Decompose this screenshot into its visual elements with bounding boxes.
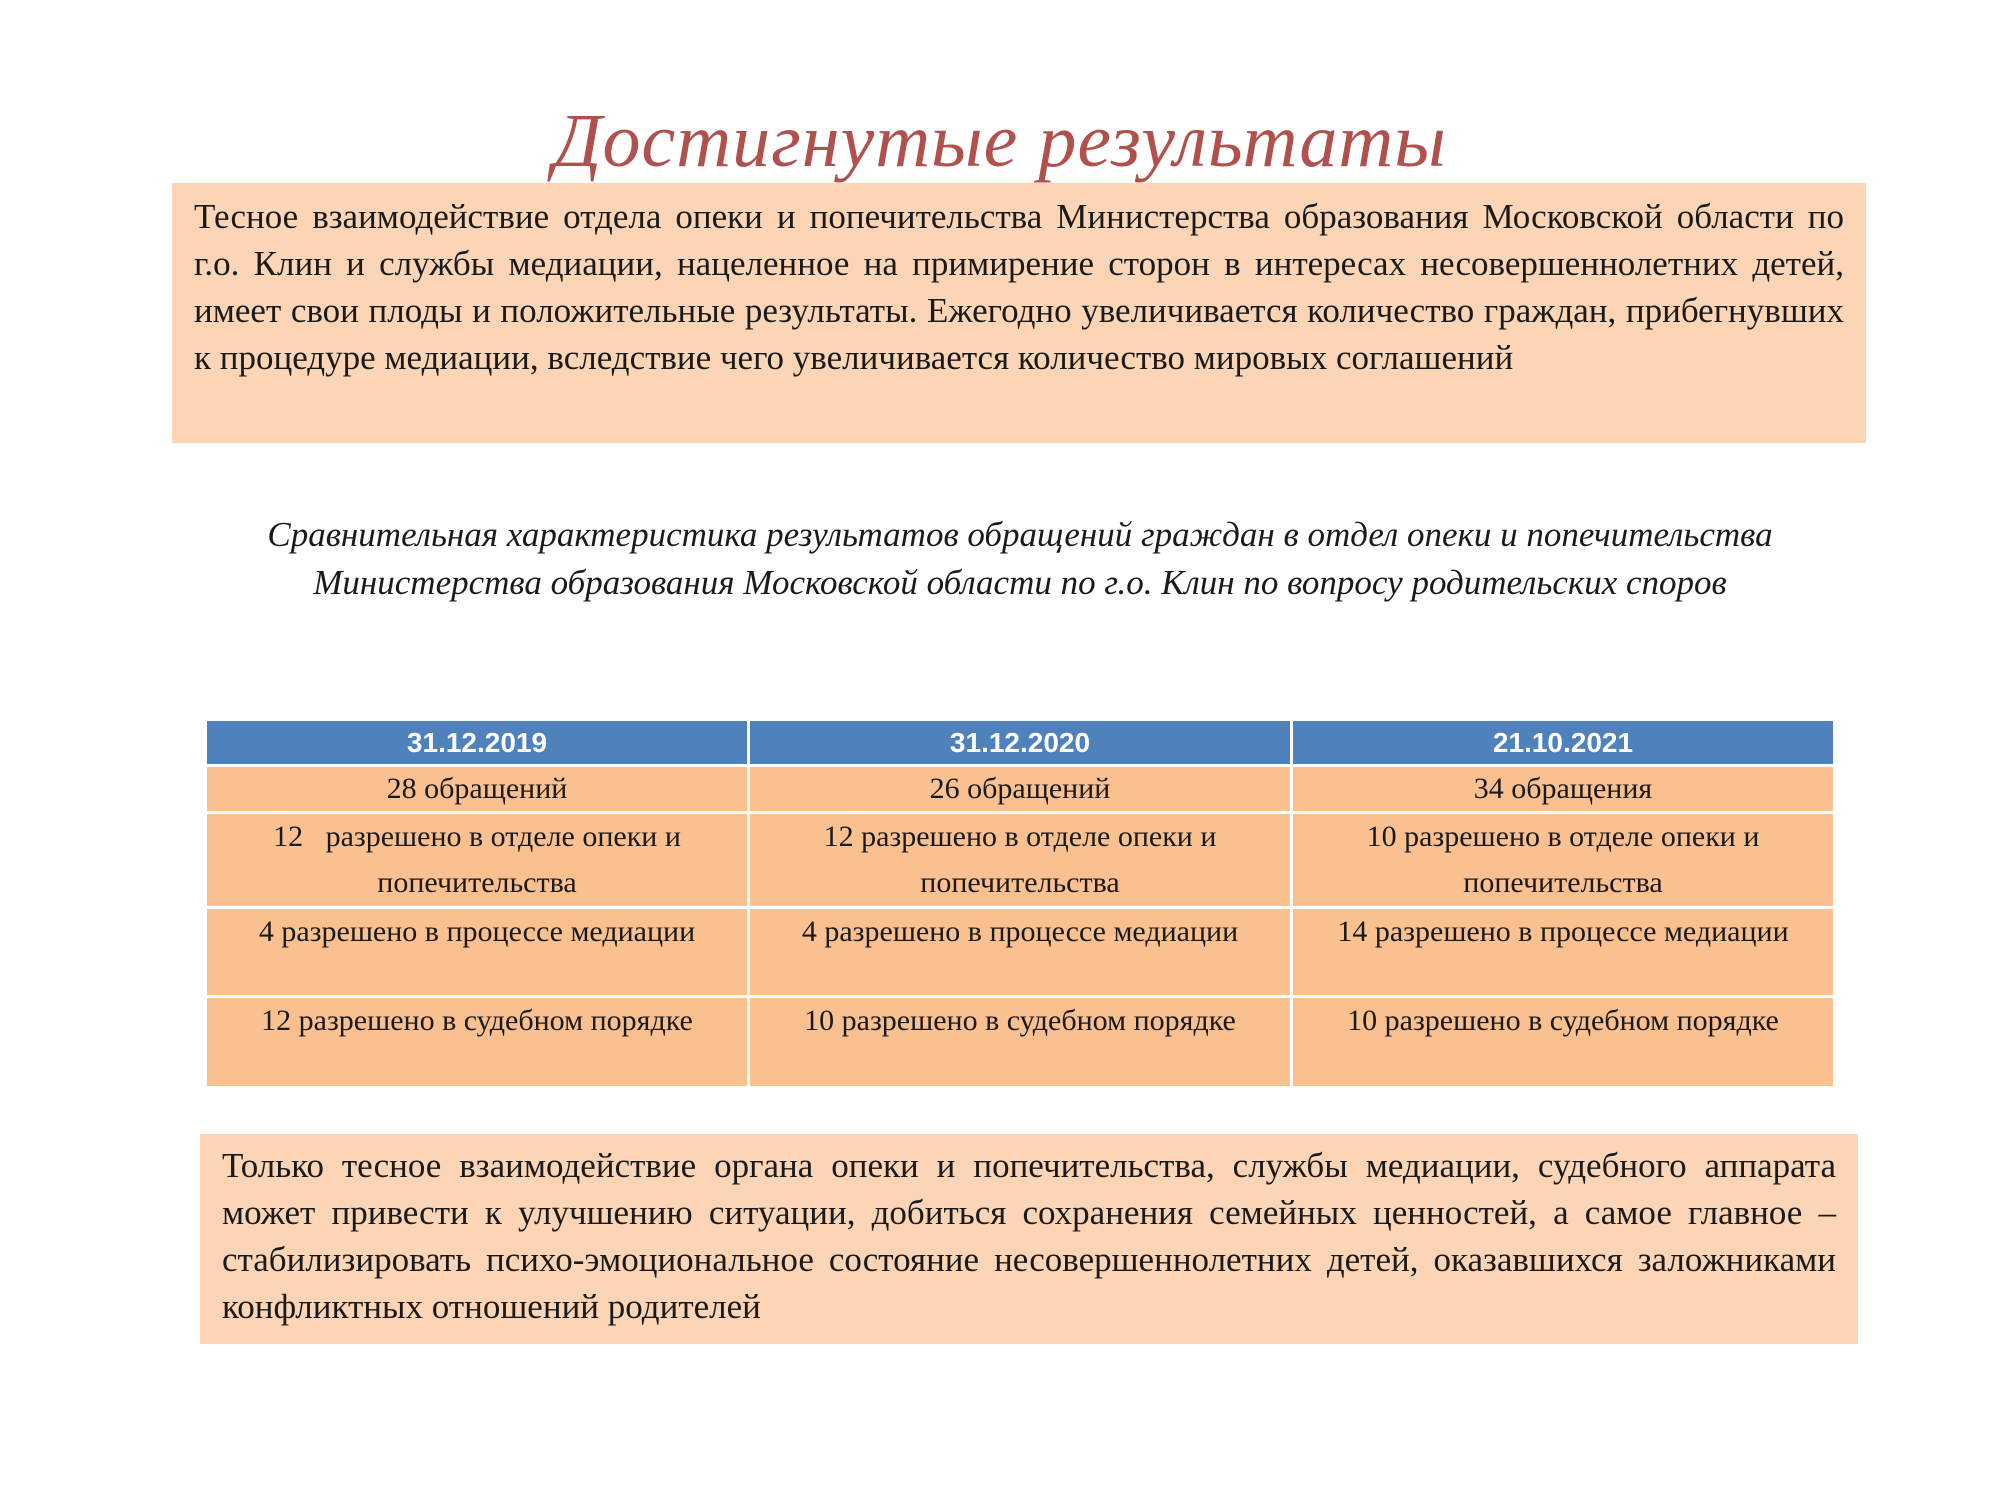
table-cell: 10 разрешено в судебном порядке bbox=[749, 997, 1292, 1088]
intro-text: Тесное взаимодействие отдела опеки и попечительства Министерства образования Московской области по г.о. Клин и службы медиации, нацеленное на примирение сторон в интересах несовершеннолетних детей, имеет свои плоды и положительные результаты. Ежегодно увеличивается количество граждан, прибегнувших к процедуре медиации, вследствие чего увеличивается количество мировых соглашений bbox=[194, 197, 1844, 377]
table-caption: Сравнительная характеристика результатов обращений граждан в отдел опеки и попечительства Министерства образования Московской области по г.о. Клин по вопросу родительских споров bbox=[267, 515, 1773, 602]
intro-text-box bbox=[172, 183, 1866, 443]
table-cell: 28 обращений bbox=[206, 766, 749, 813]
page-title: Достигнутые результаты bbox=[553, 99, 1447, 183]
table-cell: 12 разрешено в отделе опеки и попечительства bbox=[749, 813, 1292, 908]
table-cell: 34 обращения bbox=[1292, 766, 1835, 813]
table-cell: 4 разрешено в процессе медиации bbox=[206, 908, 749, 997]
table-row-court bbox=[206, 997, 1835, 1088]
conclusion-text-box bbox=[200, 1134, 1858, 1344]
table-row-appeals bbox=[206, 766, 1835, 813]
table-cell: 12 разрешено в судебном порядке bbox=[206, 997, 749, 1088]
table-row-mediation bbox=[206, 908, 1835, 997]
table-cell: 26 обращений bbox=[749, 766, 1292, 813]
table-cell: 4 разрешено в процессе медиации bbox=[749, 908, 1292, 997]
conclusion-text: Только тесное взаимодействие органа опеки и попечительства, службы медиации, судебного аппарата может привести к улучшению ситуации, добиться сохранения семейных ценностей, а самое главное – стабилизировать психо-эмоциональное состояние несовершеннолетних детей, оказавшихся заложниками конфликтных отношений родителей bbox=[222, 1146, 1836, 1326]
table-cell: 10 разрешено в судебном порядке bbox=[1292, 997, 1835, 1088]
table-cell: 10 разрешено в отделе опеки и попечительства bbox=[1292, 813, 1835, 908]
table-row-guardianship bbox=[206, 813, 1835, 908]
results-table bbox=[204, 718, 1836, 1089]
table-cell: 14 разрешено в процессе медиации bbox=[1292, 908, 1835, 997]
header-2020: 31.12.2020 bbox=[749, 720, 1292, 766]
table-header-row bbox=[206, 720, 1835, 766]
header-2019: 31.12.2019 bbox=[206, 720, 749, 766]
header-2021: 21.10.2021 bbox=[1292, 720, 1835, 766]
table-cell: 12 разрешено в отделе опеки и попечительства bbox=[206, 813, 749, 908]
